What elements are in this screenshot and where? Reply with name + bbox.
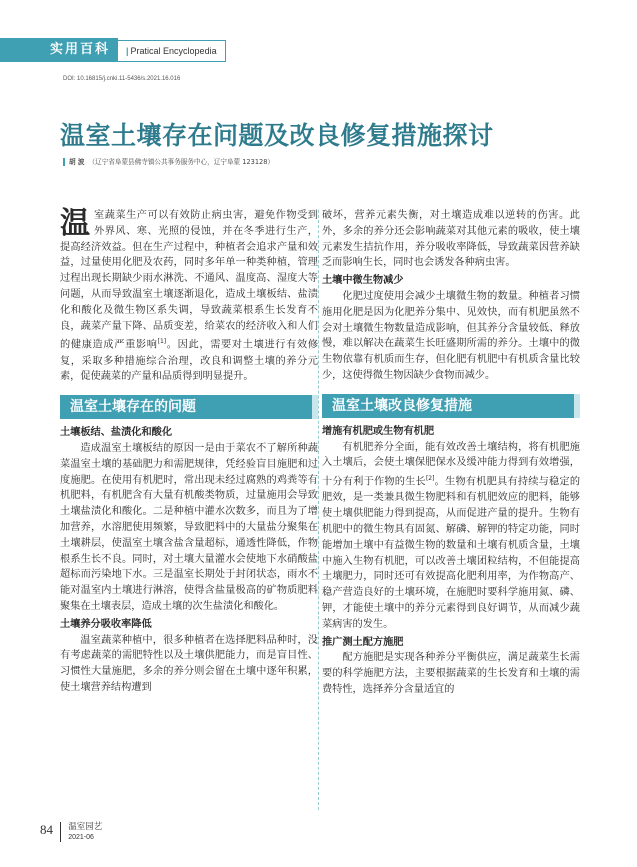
- intro-paragraph: [60, 208, 318, 385]
- paragraph-soil-testing: 配方施肥是实现各种养分平衡供应，满足蔬菜生长需要的科学施肥方法，主要根据蔬菜的生长发育和土壤的需费特性，选择养分含量适宜的: [322, 652, 580, 695]
- author-affiliation: （辽宁省阜蒙县佛寺镇公共事务服务中心，辽宁阜蒙 123128）: [88, 158, 275, 166]
- journal-issue: 2021-06: [68, 834, 94, 841]
- page-footer: [40, 822, 102, 843]
- intro-text-after: 。因此，需要对土壤进行有效修复，采取多种措施综合治理，改良和调整土壤的养分元素，促使蔬菜的产量和品质得到明显提升。: [60, 339, 319, 383]
- paragraph-nutrient-absorption-cont: 破坏，营养元素失衡，对土壤造成难以逆转的伤害。此外，多余的养分还会影响蔬菜对其他元素的吸收，使土壤元素发生拮抗作用，养分吸收率降低，导致蔬菜因营养缺乏而影响生长，同时也会诱发各种病虫害。: [322, 210, 580, 269]
- column-left: [60, 208, 318, 696]
- organic-text-after: 。生物有机肥具有持续与稳定的肥效，是一类兼具微生物肥料和有机肥效应的肥料，能够使土壤供肥能力得到提高，从而促进产量的提升。生物有机肥中的微生物具有固氮、解磷、解钾的特定功能，同时能增加土壤中有益微生物的数量和土壤有机质含量，土壤中施入生物有机肥，可以改善土壤团粒结构，不但能提高土壤肥力，同时还可有效提高化肥利用率，为作物高产、稳产营造良好的土壤环境，在施肥时要科学施用氮、磷、钾，才能使土壤中的养分元素得到良好调节，从而减少蔬菜病害的发生。: [322, 476, 581, 630]
- section-label-cn: 实用百科: [0, 38, 118, 62]
- subheading-soil-testing: 推广测土配方施肥: [322, 636, 404, 648]
- author-name: 胡 波: [69, 158, 85, 166]
- paragraph-microbes: 化肥过度使用会减少土壤微生物的数量。种植者习惯施用化肥是因为化肥养分集中、见效快，而有机肥虽然不会对土壤微生物数量造成影响，但其养分含量较低、释放慢，难以解决在蔬菜生长旺盛期所需的养分。土壤中的微生物依靠有机质而生存，但化肥有机肥中有机质含量比较少，这使得微生物因缺少食物而减少。: [322, 290, 580, 381]
- ref-1: [1]: [157, 338, 167, 346]
- marker-icon: |: [126, 46, 129, 56]
- column-divider: [318, 210, 319, 810]
- page-number: 84: [40, 822, 53, 837]
- subheading-organic-fertilizer: 增施有机肥或生物有机肥: [322, 425, 435, 437]
- section-heading-measures: 温室土壤改良修复措施: [322, 394, 580, 418]
- doi-line: DOI: 10.16815/j.cnki.11-5436/s.2021.16.016: [63, 76, 181, 82]
- section-label-en: [118, 40, 226, 62]
- column-right: [322, 208, 580, 698]
- section-heading-problems: 温室土壤存在的问题: [60, 395, 318, 419]
- journal-info: [68, 822, 102, 843]
- journal-name: 温室园艺: [68, 822, 103, 832]
- footer-separator: [60, 822, 61, 842]
- article-title: 温室土壤存在问题及改良修复措施探讨: [60, 121, 494, 150]
- paragraph-nutrient-absorption: 温室蔬菜种植中，很多种植者在选择肥料品种时，没有考虑蔬菜的需肥特性以及土壤供肥能力，而是盲目性、习惯性大量施肥，多余的养分则会留在土壤中逐年积累，使土壤营养结构遭到: [60, 634, 318, 693]
- section-banner: [0, 38, 637, 62]
- ref-2: [2]: [425, 475, 435, 483]
- author-line: [63, 156, 274, 166]
- organic-text: 有机肥养分全面，能有效改善土壤结构，将有机肥施入土壤后，会使土壤保肥保水及缓冲能力得到有效增强，十分有利于作物的生长: [322, 441, 580, 488]
- subheading-compaction: 土壤板结、盐渍化和酸化: [60, 427, 173, 439]
- dropcap: 温: [60, 206, 90, 241]
- subheading-microbes: 土壤中微生物减少: [322, 275, 404, 287]
- intro-text: 室蔬菜生产可以有效防止病虫害，避免作物受到外界风、寒、光照的侵蚀，并在冬季进行生产，提高经济效益。但在生产过程中，种植者会追求产量和效益，过量使用化肥及农药，同时多年单一种类种植，管理过程出现长期缺少雨水淋洗、不通风、温度高、湿度大等问题，从而导致温室土壤逐渐退化，造成土壤板结、盐渍化和酸化及微生物区系失调，导致蔬菜根系生长发育不良，蔬菜产量下降、品质变差，给菜农的经济收入和人们的健康造成严重影响: [60, 210, 318, 351]
- author-bar-icon: [63, 158, 65, 166]
- section-label-en-text: Pratical Encyclopedia: [130, 46, 217, 56]
- subheading-nutrient-absorption: 土壤养分吸收率降低: [60, 618, 152, 630]
- paragraph-organic-fertilizer: [322, 440, 580, 633]
- paragraph-compaction: 造成温室土壤板结的原因一是由于菜农不了解所种蔬菜温室土壤的基础肥力和需肥规律，凭经验盲目施肥和过度施肥。在使用有机肥时，常出现未经过腐熟的鸡粪等有机肥料，有机肥含有大量有机酸类物质，过量施用会导致土壤盐渍化和酸化。二是种植中灌水次数多，而且为了增加营养，水溶肥使用频繁，导致肥料中的大量盐分聚集在土壤耕层，使温室土壤含盐含量超标，通透性降低，作物根系生长不良。同时，对土壤大量灌水会使地下水硝酸盐超标而污染地下水。三是温室长期处于封闭状态，雨水不能对温室内土壤进行淋溶，使得含盐量极高的矿物质肥料聚集在土壤表层，造成土壤的次生盐渍化和酸化。: [60, 442, 318, 612]
